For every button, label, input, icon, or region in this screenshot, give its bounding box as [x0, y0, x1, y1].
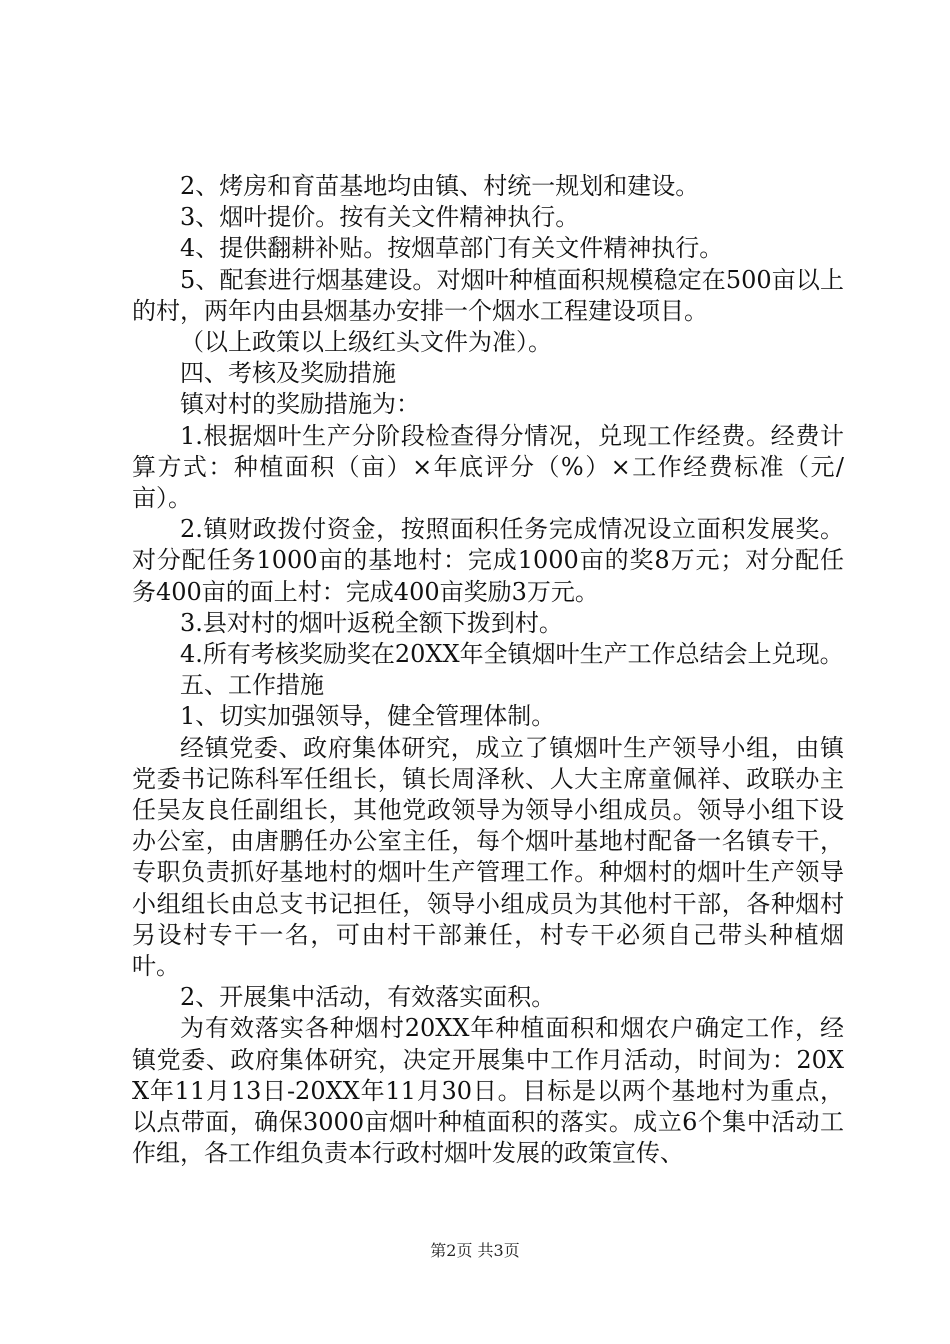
document-body: [132, 171, 844, 1170]
page-number-footer: 第2页 共3页: [430, 1241, 520, 1260]
paragraph-policy-4: 4、提供翻耕补贴。按烟草部门有关文件精神执行。: [180, 234, 724, 263]
paragraph-policy-note: （以上政策以上级红头文件为准）。: [180, 328, 552, 357]
paragraph-reward-4: 4.所有考核奖励奖在20XX年全镇烟叶生产工作总结会上兑现。: [180, 640, 844, 669]
paragraph-policy-2: 2、烤房和育苗基地均由镇、村统一规划和建设。: [180, 172, 700, 200]
paragraph-policy-3: 3、烟叶提价。按有关文件精神执行。: [180, 203, 580, 232]
paragraph-reward-1: 1.根据烟叶生产分阶段检查得分情况，兑现工作经费。经费计算方式：种植面积（亩）×年底评分（%）×工作经费标准（元/亩）。: [132, 421, 844, 513]
paragraph-reward-intro: 镇对村的奖励措施为：: [180, 390, 420, 419]
section-heading-assessment: 四、考核及奖励措施: [180, 359, 396, 388]
section-heading-measures: 五、工作措施: [180, 671, 324, 700]
paragraph-reward-3: 3.县对村的烟叶返税全额下拨到村。: [180, 608, 563, 637]
paragraph-measure-1-title: 1、切实加强领导，健全管理体制。: [180, 702, 556, 731]
paragraph-measure-2-title: 2、开展集中活动，有效落实面积。: [180, 983, 556, 1012]
paragraph-policy-5: 5、配套进行烟基建设。对烟叶种植面积规模稳定在500亩以上的村，两年内由县烟基办安排一个烟水工程建设项目。: [132, 265, 844, 325]
paragraph-reward-2: 2.镇财政拨付资金，按照面积任务完成情况设立面积发展奖。对分配任务1000亩的基地村：完成1000亩的奖8万元；对分配任务400亩的面上村：完成400亩奖励3万元。: [132, 515, 844, 606]
paragraph-measure-1-body: 经镇党委、政府集体研究，成立了镇烟叶生产领导小组，由镇党委书记陈科军任组长，镇长周泽秋、人大主席童佩祥、政联办主任吴友良任副组长，其他党政领导为领导小组成员。领导小组下设办公室，由唐鹏任办公室主任，每个烟叶基地村配备一名镇专干，专职负责抓好基地村的烟叶生产管理工作。种烟村的烟叶生产领导小组组长由总支书记担任，领导小组成员为其他村干部，各种烟村另设村专干一名，可由村干部兼任，村专干必须自己带头种植烟叶。: [132, 733, 844, 981]
paragraph-measure-2-body: 为有效落实各种烟村20XX年种植面积和烟农户确定工作，经镇党委、政府集体研究，决定开展集中工作月活动，时间为：20XX年11月13日-20XX年11月30日。目标是以两个基地村为重点，以点带面，确保3000亩烟叶种植面积的落实。成立6个集中活动工作组，各工作组负责本行政村烟叶发展的政策宣传、: [132, 1014, 844, 1168]
